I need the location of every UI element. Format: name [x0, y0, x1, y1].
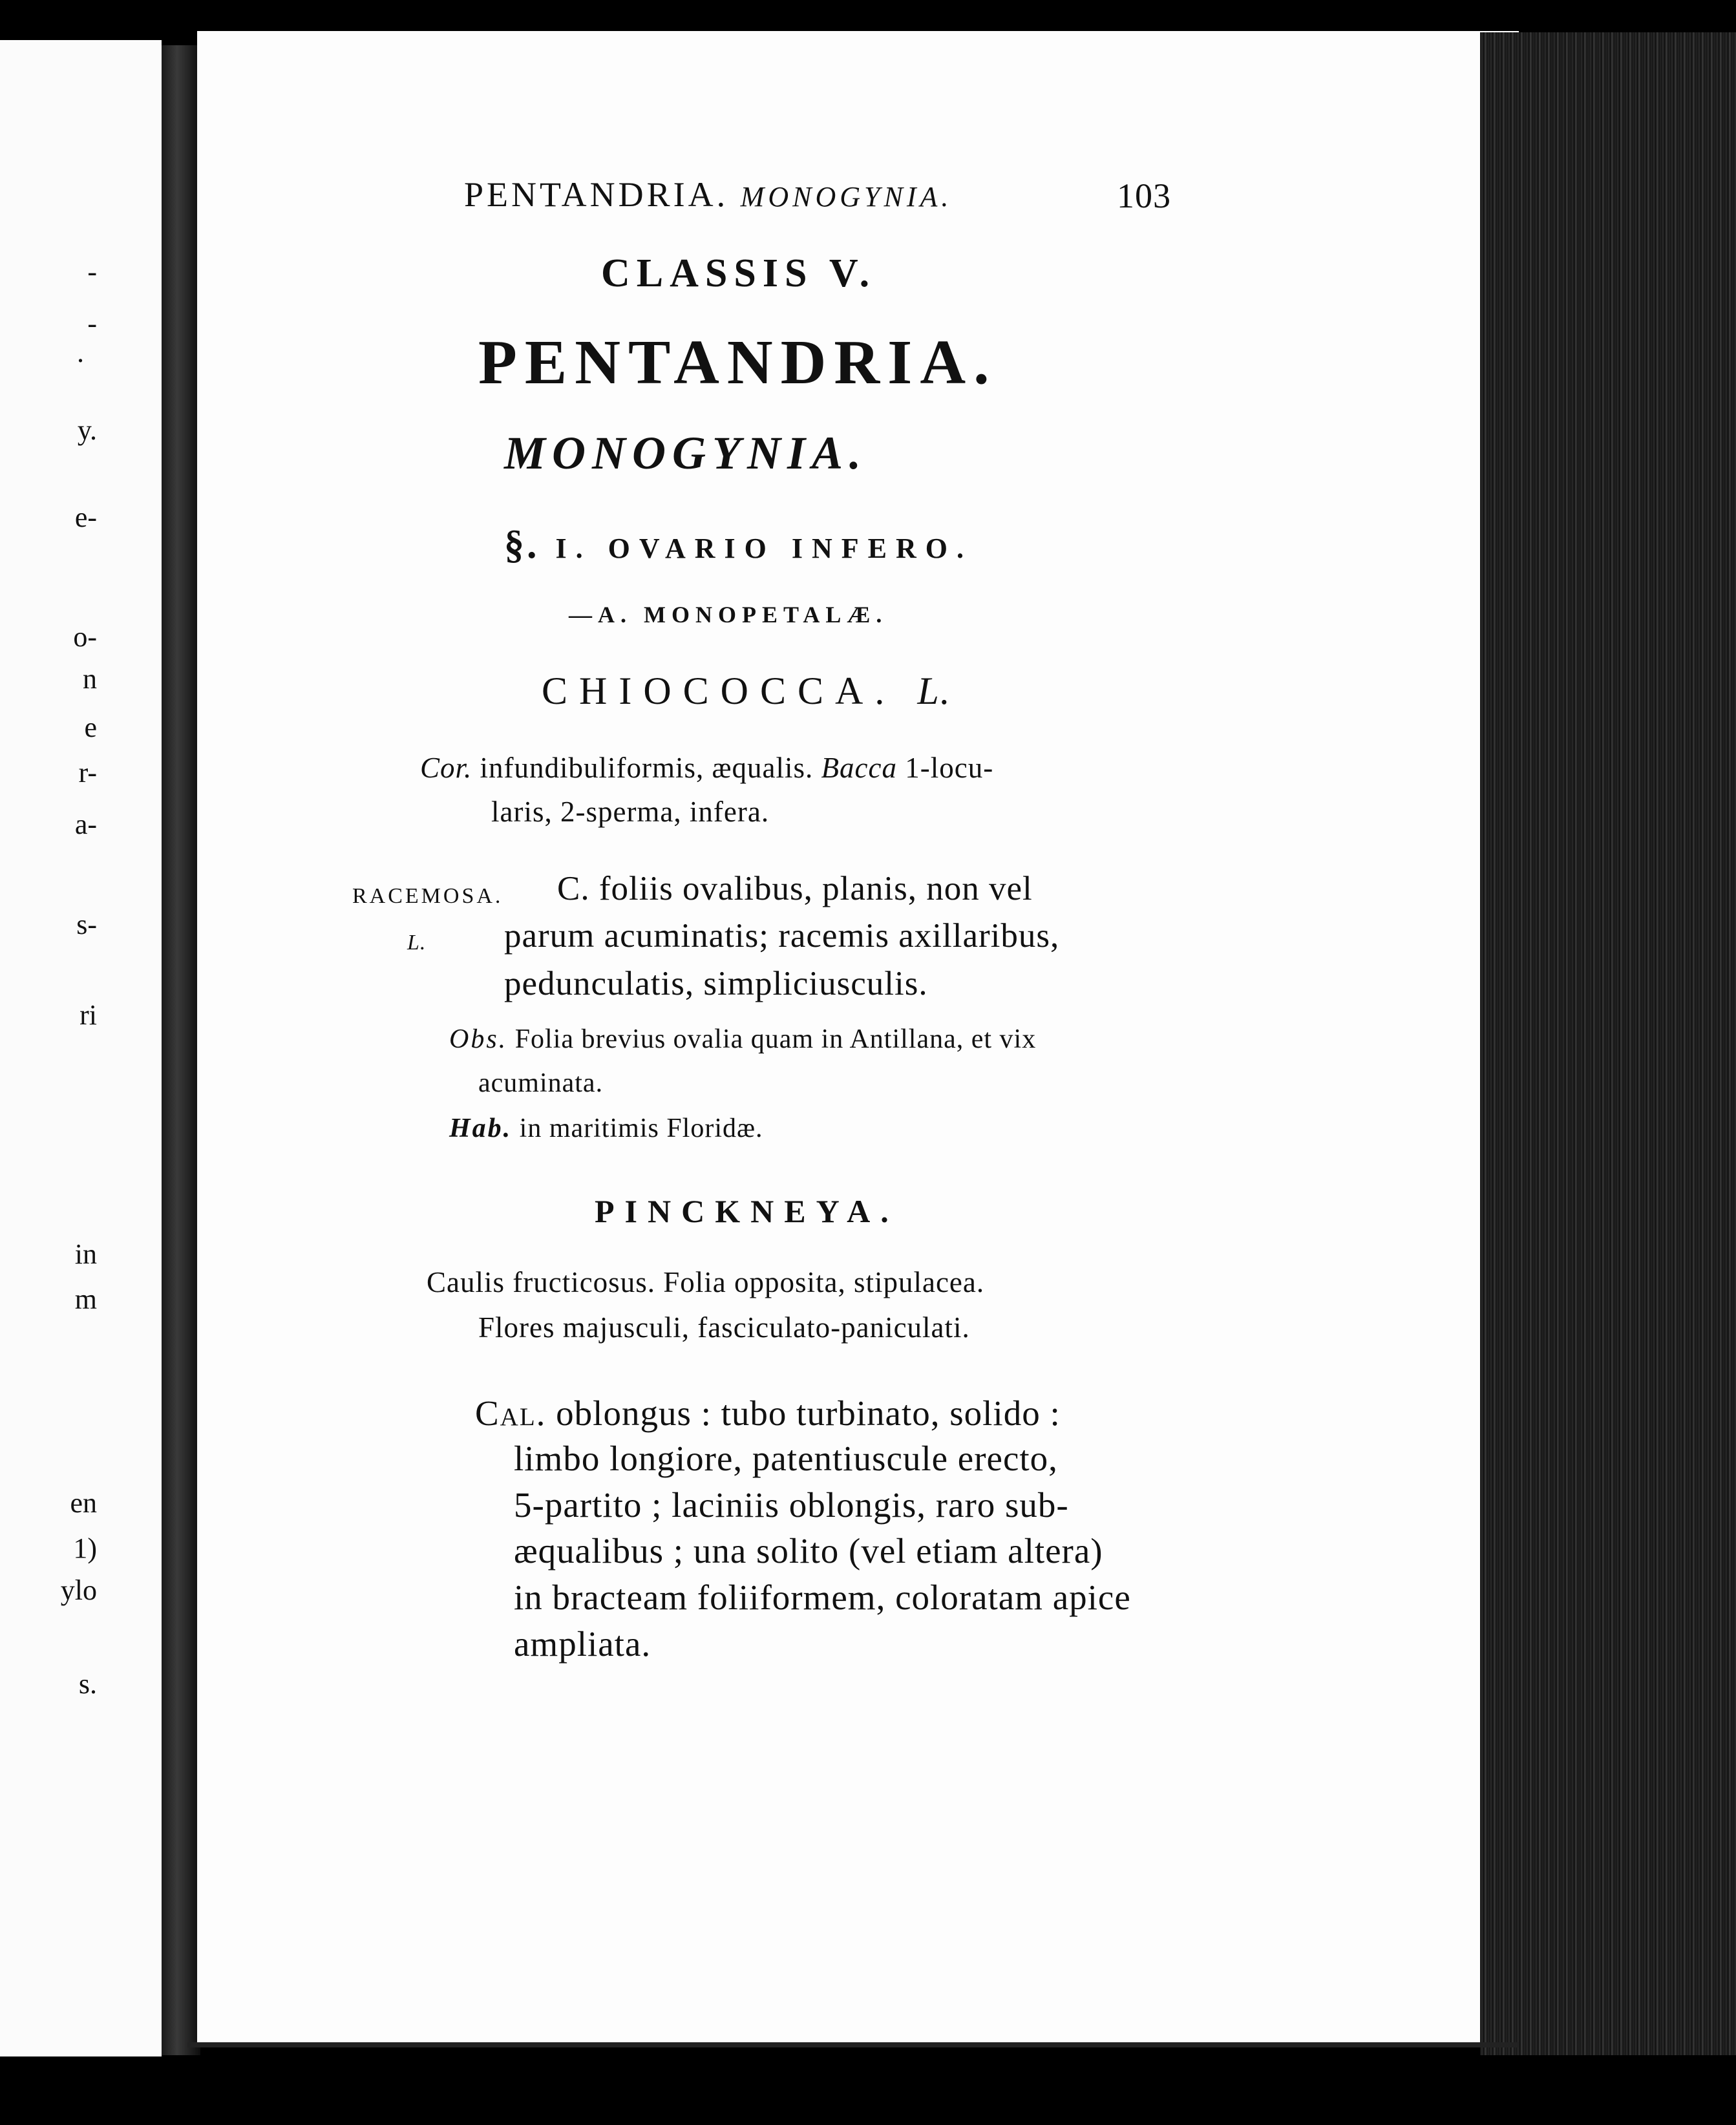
hab-label: Hab.	[449, 1114, 513, 1143]
margin-fragment: s-	[76, 909, 97, 940]
term-label: Cor.	[420, 752, 472, 784]
habitat-line	[449, 1113, 763, 1144]
classis-heading: CLASSIS V.	[601, 251, 876, 295]
species-author: L.	[407, 931, 427, 955]
margin-fragment: r-	[78, 757, 97, 788]
genus-heading	[542, 669, 951, 714]
running-head	[464, 174, 952, 215]
text-run: Folia brevius ovalia quam in Antillana, et vix	[507, 1024, 1037, 1054]
margin-fragment: en	[70, 1487, 97, 1519]
species-description-line: parum acuminatis; racemis axillaribus,	[504, 917, 1060, 955]
species-description-line: C. foliis ovalibus, planis, non vel	[557, 870, 1033, 907]
running-head-subtitle: MONOGYNIA.	[740, 181, 953, 213]
margin-fragment: s.	[78, 1668, 97, 1700]
cal-label: Cal.	[475, 1393, 547, 1433]
margin-fragment: m	[74, 1284, 97, 1315]
section-heading	[504, 522, 973, 568]
order-heading: MONOGYNIA.	[504, 427, 868, 479]
page-number: 103	[1117, 176, 1171, 215]
obs-label: Obs.	[449, 1024, 508, 1054]
margin-fragment: y.	[77, 414, 97, 446]
genus-character-line: laris, 2-sperma, infera.	[491, 796, 770, 828]
section-sign: §.	[504, 523, 540, 567]
subsection-heading: —A. MONOPETALÆ.	[569, 602, 888, 628]
margin-fragment: a-	[74, 809, 97, 840]
margin-fragment: ylo	[60, 1574, 97, 1606]
genus-name: CHIOCOCCA.	[542, 670, 896, 712]
calyx-line: æqualibus ; una solito (vel etiam altera)	[514, 1531, 1103, 1570]
calyx-line	[475, 1393, 1061, 1433]
margin-fragment: o-	[73, 621, 97, 653]
species-label: RACEMOSA.	[352, 884, 503, 908]
margin-fragment: ri	[79, 999, 97, 1031]
margin-fragment: .	[77, 337, 84, 368]
text-run: oblongus : tubo turbinato, solido :	[546, 1393, 1061, 1433]
text-run: 1-locu-	[896, 752, 994, 784]
species-description-line: pedunculatis, simpliciusculis.	[504, 965, 928, 1002]
calyx-line: ampliata.	[514, 1624, 651, 1664]
genus-description-line: Caulis fructicosus. Folia opposita, stipulacea.	[427, 1266, 985, 1298]
class-name-heading: PENTANDRIA.	[478, 328, 997, 397]
page-edges	[1480, 32, 1736, 2055]
running-head-title: PENTANDRIA.	[464, 175, 729, 214]
genus-description-line: Flores majusculi, fasciculato-paniculati.	[478, 1311, 970, 1344]
margin-fragment: -	[87, 256, 97, 288]
margin-fragment: e-	[74, 502, 97, 533]
margin-fragment: -	[87, 308, 97, 339]
term-label: Bacca	[821, 752, 897, 784]
margin-fragment: n	[83, 663, 97, 695]
text-run: infundibuliformis, æqualis.	[472, 752, 821, 784]
calyx-line: 5-partito ; laciniis oblongis, raro sub-	[514, 1485, 1069, 1525]
margin-fragment: 1)	[73, 1532, 97, 1564]
page-bottom-edge	[187, 2042, 1519, 2047]
genus-heading: PINCKNEYA.	[595, 1193, 899, 1229]
calyx-line: limbo longiore, patentiuscule erecto,	[514, 1439, 1058, 1478]
margin-fragment: e	[84, 712, 97, 743]
genus-author: L.	[917, 670, 951, 712]
text-run: in maritimis Floridæ.	[512, 1114, 763, 1143]
observation-line	[449, 1024, 1036, 1055]
calyx-line: in bracteam foliiformem, coloratam apice	[514, 1578, 1131, 1617]
observation-line: acuminata.	[478, 1068, 604, 1098]
margin-fragment: in	[74, 1238, 97, 1270]
genus-character-line	[420, 751, 993, 785]
section-title: I. OVARIO INFERO.	[555, 533, 973, 564]
book-gutter	[162, 45, 200, 2055]
